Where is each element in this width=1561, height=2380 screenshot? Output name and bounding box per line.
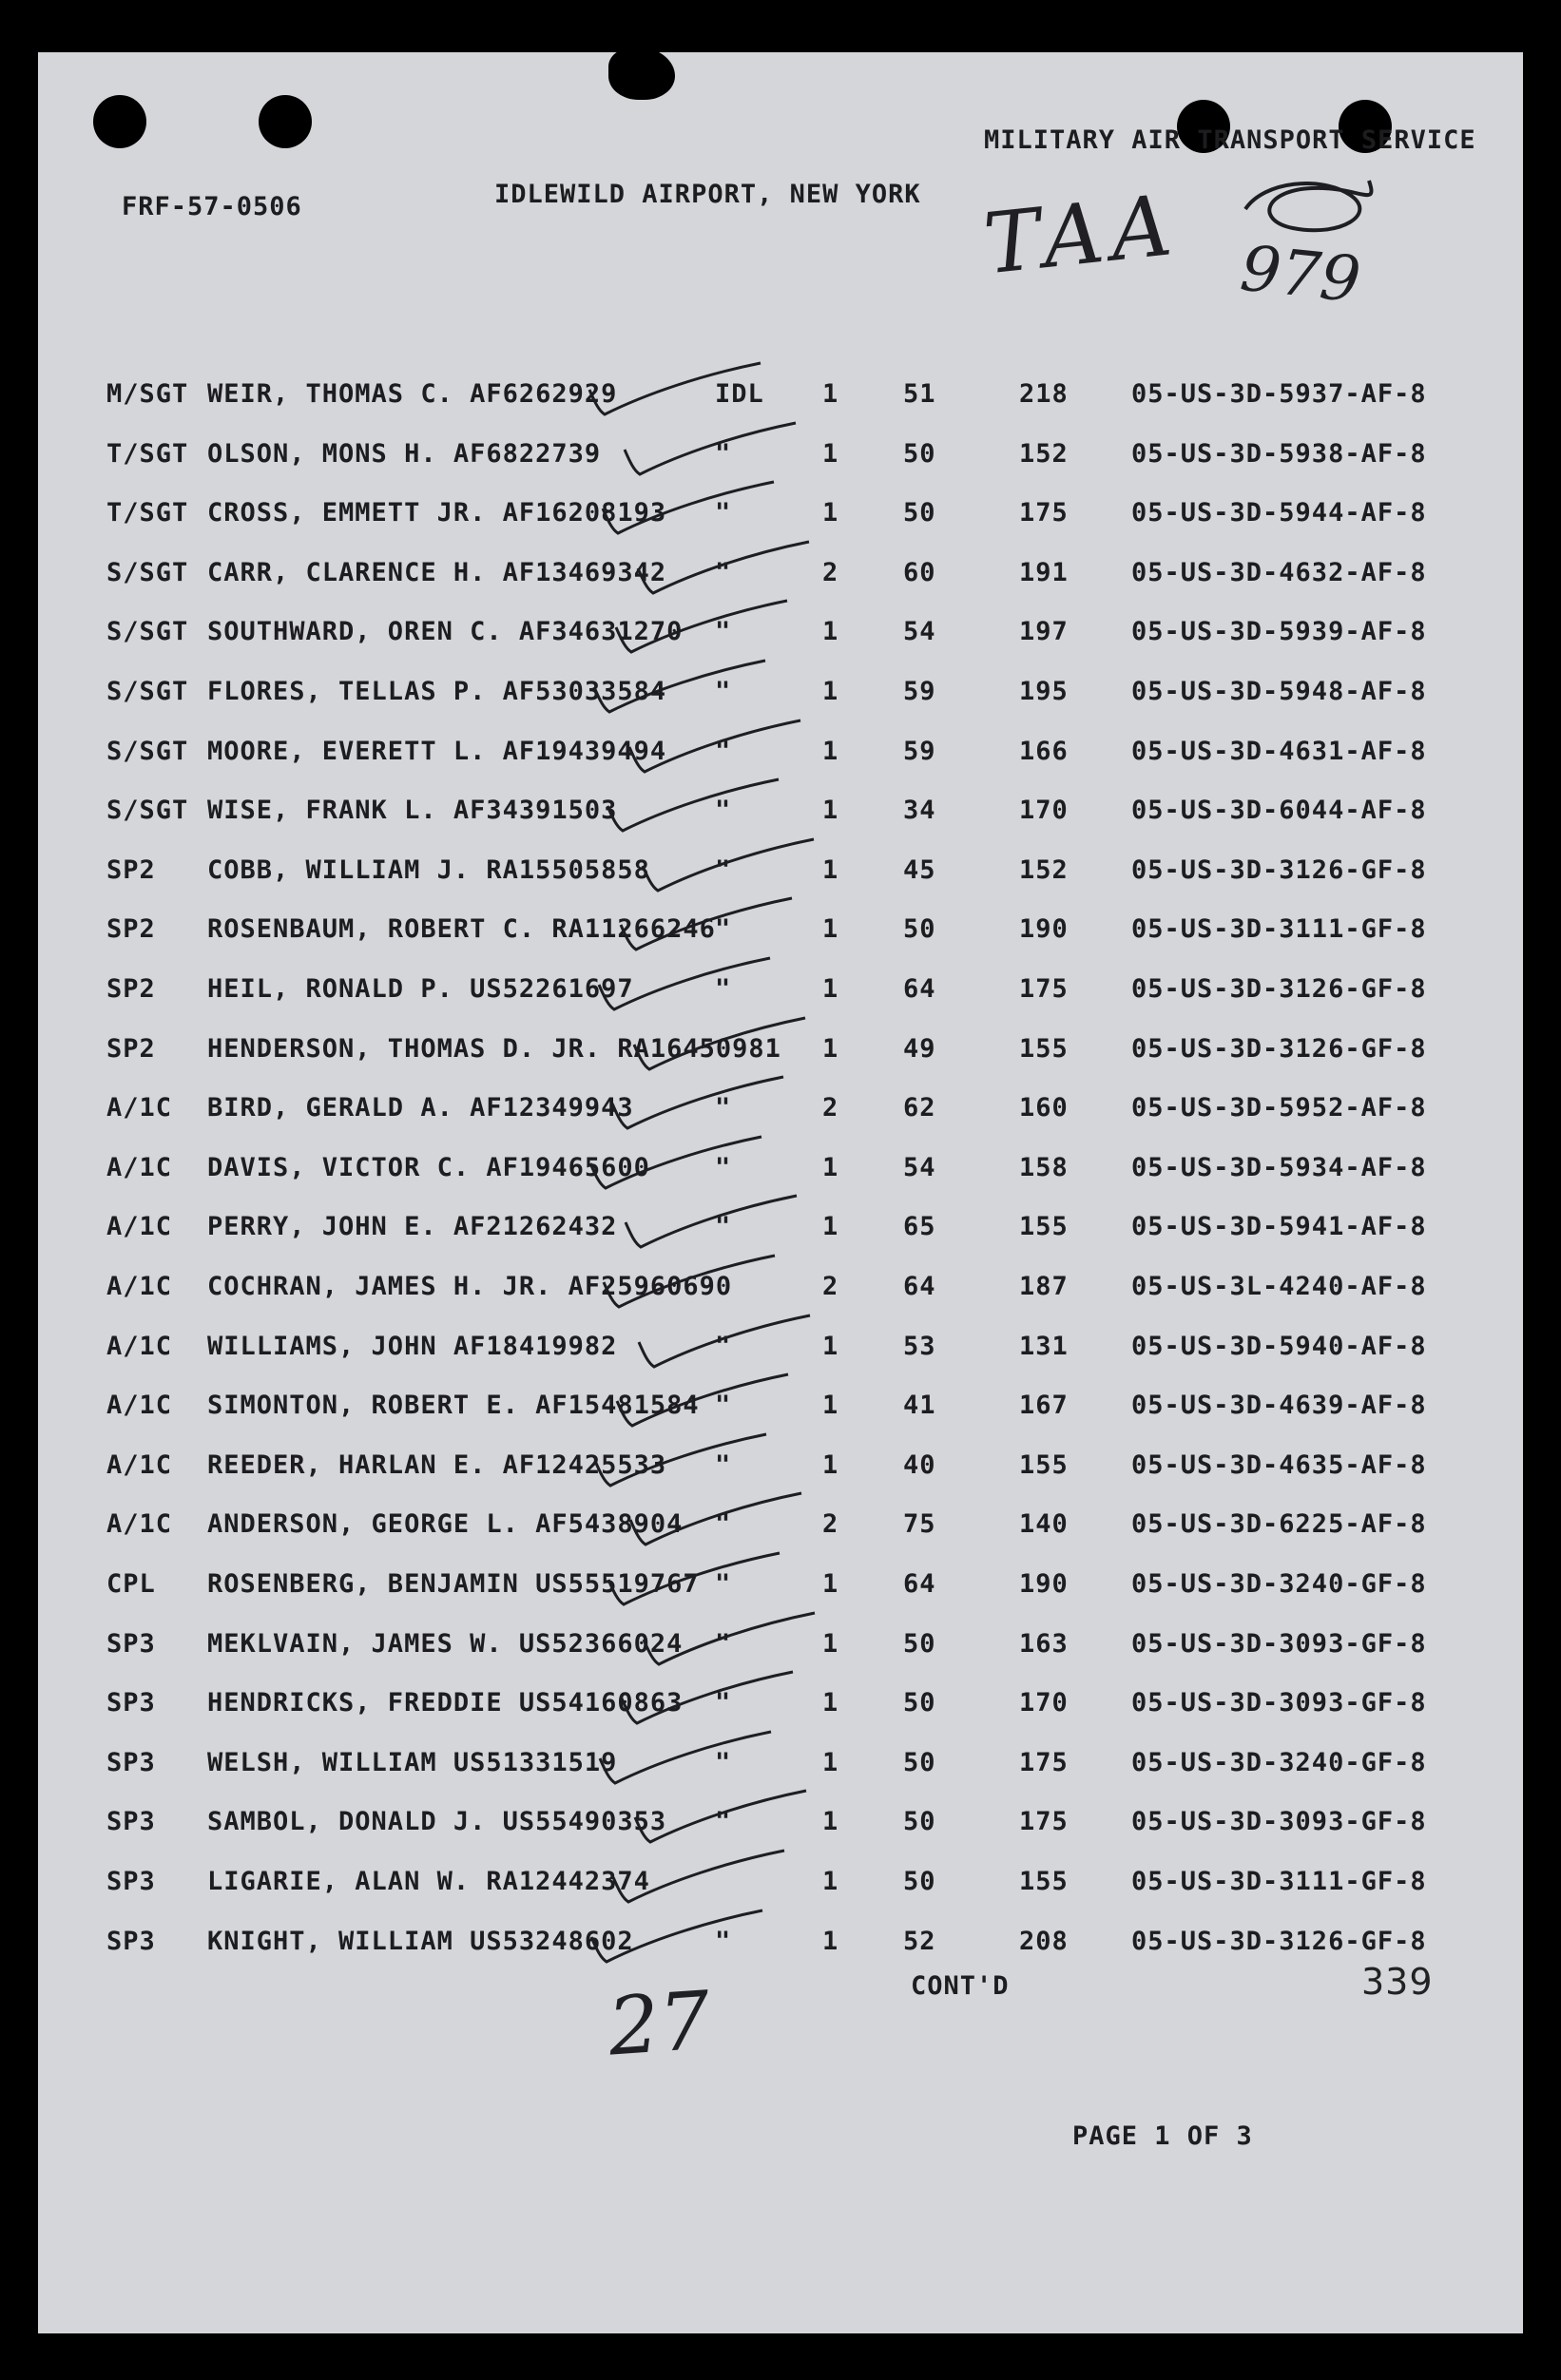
count-b-cell: 40 bbox=[903, 1449, 936, 1480]
table-row bbox=[0, 1213, 1561, 1245]
rank-cell: A/1C bbox=[106, 1272, 173, 1301]
check-mark-icon bbox=[585, 659, 775, 716]
count-b-cell: 50 bbox=[903, 1628, 936, 1659]
agency-header: MILITARY AIR TRANSPORT SERVICE bbox=[984, 125, 1476, 155]
check-mark-icon bbox=[604, 1849, 794, 1906]
reference-cell: 05-US-3D-5948-AF-8 bbox=[1131, 677, 1427, 706]
name-cell: OLSON, MONS H. AF6822739 bbox=[207, 438, 602, 469]
count-a-cell: 1 bbox=[822, 1449, 839, 1480]
count-a-cell: 1 bbox=[822, 1212, 839, 1242]
count-b-cell: 52 bbox=[903, 1926, 936, 1956]
count-b-cell: 64 bbox=[903, 1569, 936, 1599]
station-cell: " bbox=[715, 1449, 732, 1480]
count-c-cell: 155 bbox=[1019, 1033, 1069, 1064]
name-cell: LIGARIE, ALAN W. RA12442374 bbox=[207, 1867, 650, 1896]
count-c-cell: 218 bbox=[1019, 379, 1069, 409]
count-a-cell: 1 bbox=[822, 914, 839, 945]
station-cell: " bbox=[715, 438, 732, 469]
continued-label: CONT'D bbox=[911, 1971, 1010, 2001]
count-c-cell: 167 bbox=[1019, 1391, 1069, 1421]
count-b-cell: 50 bbox=[903, 438, 936, 469]
station-cell: " bbox=[715, 1391, 732, 1421]
rank-cell: T/SGT bbox=[106, 438, 189, 469]
name-cell: MOORE, EVERETT L. AF19439494 bbox=[207, 736, 667, 766]
count-c-cell: 155 bbox=[1019, 1212, 1069, 1242]
rank-cell: SP2 bbox=[106, 914, 156, 945]
name-cell: WILLIAMS, JOHN AF18419982 bbox=[207, 1331, 618, 1361]
count-a-cell: 2 bbox=[822, 557, 839, 587]
reference-cell: 05-US-3D-5944-AF-8 bbox=[1131, 498, 1427, 528]
station-cell: " bbox=[715, 1688, 732, 1718]
location-header: IDLEWILD AIRPORT, NEW YORK bbox=[494, 180, 921, 209]
count-b-cell: 65 bbox=[903, 1212, 936, 1242]
name-cell: HENDERSON, THOMAS D. JR. RA16450981 bbox=[207, 1033, 781, 1064]
check-mark-icon bbox=[607, 1372, 798, 1430]
station-cell: " bbox=[715, 1212, 732, 1242]
name-cell: COCHRAN, JAMES H. JR. AF25960690 bbox=[207, 1272, 733, 1301]
check-mark-icon bbox=[625, 1016, 815, 1073]
table-row bbox=[0, 856, 1561, 889]
count-a-cell: 1 bbox=[822, 1391, 839, 1421]
count-a-cell: 1 bbox=[822, 1152, 839, 1182]
reference-cell: 05-US-3D-5941-AF-8 bbox=[1131, 1212, 1427, 1242]
count-c-cell: 175 bbox=[1019, 498, 1069, 528]
name-cell: KNIGHT, WILLIAM US53248602 bbox=[207, 1926, 634, 1956]
handwritten-number: 979 bbox=[1237, 231, 1364, 317]
station-cell: " bbox=[715, 1331, 732, 1361]
reference-cell: 05-US-3D-3111-GF-8 bbox=[1131, 1867, 1427, 1896]
name-cell: HENDRICKS, FREDDIE US54160863 bbox=[207, 1688, 684, 1718]
count-a-cell: 1 bbox=[822, 1807, 839, 1837]
name-cell: HEIL, RONALD P. US52261697 bbox=[207, 974, 634, 1004]
count-a-cell: 1 bbox=[822, 854, 839, 885]
count-b-cell: 54 bbox=[903, 617, 936, 647]
name-cell: BIRD, GERALD A. AF12349943 bbox=[207, 1093, 634, 1123]
rank-cell: SP3 bbox=[106, 1867, 156, 1896]
station-cell: " bbox=[715, 1509, 732, 1540]
rank-cell: S/SGT bbox=[106, 677, 189, 706]
count-a-cell: 1 bbox=[822, 1628, 839, 1659]
rank-cell: SP2 bbox=[106, 974, 156, 1004]
count-c-cell: 152 bbox=[1019, 854, 1069, 885]
rank-cell: SP3 bbox=[106, 1926, 156, 1956]
reference-cell: 05-US-3D-5937-AF-8 bbox=[1131, 379, 1427, 409]
rank-cell: S/SGT bbox=[106, 796, 189, 826]
count-b-cell: 59 bbox=[903, 736, 936, 766]
file-number: FRF-57-0506 bbox=[122, 192, 302, 221]
name-cell: FLORES, TELLAS P. AF53033584 bbox=[207, 677, 667, 706]
check-mark-icon bbox=[634, 1611, 824, 1668]
count-b-cell: 60 bbox=[903, 557, 936, 587]
name-cell: SIMONTON, ROBERT E. AF15481584 bbox=[207, 1391, 700, 1421]
check-mark-icon bbox=[628, 540, 819, 597]
count-b-cell: 50 bbox=[903, 914, 936, 945]
station-cell: " bbox=[715, 557, 732, 587]
count-b-cell: 45 bbox=[903, 854, 936, 885]
table-row bbox=[0, 738, 1561, 770]
reference-cell: 05-US-3D-5938-AF-8 bbox=[1131, 438, 1427, 469]
station-cell: " bbox=[715, 914, 732, 945]
table-row bbox=[0, 797, 1561, 829]
count-b-cell: 53 bbox=[903, 1331, 936, 1361]
station-cell: " bbox=[715, 677, 732, 706]
table-row bbox=[0, 1510, 1561, 1543]
count-b-cell: 51 bbox=[903, 379, 936, 409]
reference-cell: 05-US-3D-5952-AF-8 bbox=[1131, 1093, 1427, 1123]
reference-cell: 05-US-3D-3240-GF-8 bbox=[1131, 1569, 1427, 1599]
count-a-cell: 1 bbox=[822, 736, 839, 766]
rank-cell: S/SGT bbox=[106, 736, 189, 766]
count-a-cell: 2 bbox=[822, 1509, 839, 1540]
station-cell: " bbox=[715, 796, 732, 826]
check-mark-icon bbox=[598, 777, 788, 835]
rank-cell: SP2 bbox=[106, 1033, 156, 1064]
check-mark-icon bbox=[603, 1075, 793, 1132]
reference-cell: 05-US-3D-6225-AF-8 bbox=[1131, 1509, 1427, 1540]
table-row bbox=[0, 1094, 1561, 1126]
page-number: 339 bbox=[1361, 1961, 1434, 2003]
rank-cell: S/SGT bbox=[106, 557, 189, 587]
count-b-cell: 50 bbox=[903, 1688, 936, 1718]
count-c-cell: 131 bbox=[1019, 1331, 1069, 1361]
count-c-cell: 195 bbox=[1019, 677, 1069, 706]
check-mark-icon bbox=[633, 837, 823, 894]
table-row bbox=[0, 678, 1561, 710]
table-row bbox=[0, 440, 1561, 472]
table-row bbox=[0, 1451, 1561, 1484]
count-c-cell: 155 bbox=[1019, 1867, 1069, 1896]
check-mark-icon bbox=[621, 1491, 811, 1548]
count-c-cell: 170 bbox=[1019, 1688, 1069, 1718]
count-c-cell: 175 bbox=[1019, 1747, 1069, 1777]
station-cell: " bbox=[715, 1152, 732, 1182]
name-cell: CROSS, EMMETT JR. AF16208193 bbox=[207, 498, 667, 528]
reference-cell: 05-US-3D-4639-AF-8 bbox=[1131, 1391, 1427, 1421]
count-c-cell: 155 bbox=[1019, 1449, 1069, 1480]
count-b-cell: 54 bbox=[903, 1152, 936, 1182]
reference-cell: 05-US-3D-3126-GF-8 bbox=[1131, 1033, 1427, 1064]
rank-cell: A/1C bbox=[106, 1093, 173, 1123]
rank-cell: A/1C bbox=[106, 1152, 173, 1182]
count-a-cell: 1 bbox=[822, 498, 839, 528]
name-cell: ANDERSON, GEORGE L. AF5438904 bbox=[207, 1509, 684, 1540]
count-c-cell: 170 bbox=[1019, 796, 1069, 826]
station-cell: " bbox=[715, 1093, 732, 1123]
station-cell: " bbox=[715, 1569, 732, 1599]
reference-cell: 05-US-3D-3093-GF-8 bbox=[1131, 1807, 1427, 1837]
count-a-cell: 1 bbox=[822, 1033, 839, 1064]
count-a-cell: 1 bbox=[822, 1569, 839, 1599]
count-a-cell: 1 bbox=[822, 1926, 839, 1956]
table-row bbox=[0, 1154, 1561, 1186]
count-b-cell: 50 bbox=[903, 1747, 936, 1777]
table-row bbox=[0, 1689, 1561, 1721]
reference-cell: 05-US-3D-3111-GF-8 bbox=[1131, 914, 1427, 945]
count-b-cell: 50 bbox=[903, 1867, 936, 1896]
rank-cell: A/1C bbox=[106, 1212, 173, 1242]
name-cell: SAMBOL, DONALD J. US55490353 bbox=[207, 1807, 667, 1837]
table-row bbox=[0, 1808, 1561, 1840]
rank-cell: A/1C bbox=[106, 1391, 173, 1421]
count-a-cell: 1 bbox=[822, 1747, 839, 1777]
table-row bbox=[0, 618, 1561, 650]
name-cell: CARR, CLARENCE H. AF13469342 bbox=[207, 557, 667, 587]
name-cell: COBB, WILLIAM J. RA15505858 bbox=[207, 854, 650, 885]
count-b-cell: 41 bbox=[903, 1391, 936, 1421]
count-b-cell: 59 bbox=[903, 677, 936, 706]
count-a-cell: 2 bbox=[822, 1093, 839, 1123]
reference-cell: 05-US-3D-5939-AF-8 bbox=[1131, 617, 1427, 647]
check-mark-icon bbox=[582, 1909, 772, 1966]
reference-cell: 05-US-3D-4632-AF-8 bbox=[1131, 557, 1427, 587]
station-cell: " bbox=[715, 974, 732, 1004]
station-cell: " bbox=[715, 1628, 732, 1659]
count-b-cell: 75 bbox=[903, 1509, 936, 1540]
count-a-cell: 1 bbox=[822, 617, 839, 647]
rank-cell: SP3 bbox=[106, 1628, 156, 1659]
handwritten-count: 27 bbox=[605, 1973, 714, 2074]
count-c-cell: 197 bbox=[1019, 617, 1069, 647]
table-row bbox=[0, 1868, 1561, 1900]
table-row bbox=[0, 499, 1561, 531]
check-mark-icon bbox=[607, 599, 797, 656]
rank-cell: SP3 bbox=[106, 1807, 156, 1837]
check-mark-icon bbox=[629, 1314, 819, 1371]
table-row bbox=[0, 1570, 1561, 1603]
table-row bbox=[0, 915, 1561, 948]
rank-cell: SP3 bbox=[106, 1688, 156, 1718]
count-b-cell: 62 bbox=[903, 1093, 936, 1123]
table-row bbox=[0, 975, 1561, 1008]
rank-cell: M/SGT bbox=[106, 379, 189, 409]
count-c-cell: 208 bbox=[1019, 1926, 1069, 1956]
reference-cell: 05-US-3D-4631-AF-8 bbox=[1131, 736, 1427, 766]
table-row bbox=[0, 1392, 1561, 1424]
station-cell: " bbox=[715, 617, 732, 647]
check-mark-icon bbox=[615, 421, 805, 478]
table-row bbox=[0, 1928, 1561, 1960]
count-a-cell: 2 bbox=[822, 1272, 839, 1301]
count-c-cell: 163 bbox=[1019, 1628, 1069, 1659]
reference-cell: 05-US-3D-3126-GF-8 bbox=[1131, 974, 1427, 1004]
check-mark-icon bbox=[580, 361, 770, 418]
count-a-cell: 1 bbox=[822, 379, 839, 409]
reference-cell: 05-US-3D-5940-AF-8 bbox=[1131, 1331, 1427, 1361]
count-c-cell: 158 bbox=[1019, 1152, 1069, 1182]
count-c-cell: 175 bbox=[1019, 974, 1069, 1004]
station-cell: " bbox=[715, 854, 732, 885]
count-a-cell: 1 bbox=[822, 796, 839, 826]
rank-cell: T/SGT bbox=[106, 498, 189, 528]
count-a-cell: 1 bbox=[822, 1331, 839, 1361]
station-cell: " bbox=[715, 736, 732, 766]
check-mark-icon bbox=[594, 1254, 784, 1311]
check-mark-icon bbox=[612, 1670, 802, 1727]
page-of-label: PAGE 1 OF 3 bbox=[1072, 2121, 1253, 2151]
rank-cell: A/1C bbox=[106, 1509, 173, 1540]
count-c-cell: 166 bbox=[1019, 736, 1069, 766]
table-row bbox=[0, 1035, 1561, 1067]
station-cell: " bbox=[715, 498, 732, 528]
name-cell: MEKLVAIN, JAMES W. US52366024 bbox=[207, 1628, 684, 1659]
count-a-cell: 1 bbox=[822, 438, 839, 469]
count-c-cell: 190 bbox=[1019, 914, 1069, 945]
count-a-cell: 1 bbox=[822, 677, 839, 706]
count-b-cell: 49 bbox=[903, 1033, 936, 1064]
count-c-cell: 160 bbox=[1019, 1093, 1069, 1123]
table-row bbox=[0, 1630, 1561, 1662]
check-mark-icon bbox=[589, 956, 780, 1013]
table-row bbox=[0, 1333, 1561, 1365]
punch-hole bbox=[259, 95, 312, 148]
name-cell: REEDER, HARLAN E. AF12425533 bbox=[207, 1449, 667, 1480]
station-cell: " bbox=[715, 1747, 732, 1777]
rank-cell: S/SGT bbox=[106, 617, 189, 647]
name-cell: WISE, FRANK L. AF34391503 bbox=[207, 796, 618, 826]
station-cell: " bbox=[715, 1926, 732, 1956]
count-b-cell: 34 bbox=[903, 796, 936, 826]
reference-cell: 05-US-3D-6044-AF-8 bbox=[1131, 796, 1427, 826]
count-a-cell: 1 bbox=[822, 1688, 839, 1718]
reference-cell: 05-US-3D-3093-GF-8 bbox=[1131, 1688, 1427, 1718]
count-c-cell: 175 bbox=[1019, 1807, 1069, 1837]
handwritten-code: TAA bbox=[979, 175, 1184, 294]
check-mark-icon bbox=[586, 1432, 776, 1489]
count-b-cell: 64 bbox=[903, 974, 936, 1004]
check-mark-icon bbox=[611, 896, 801, 953]
check-mark-icon bbox=[599, 1551, 789, 1608]
count-a-cell: 1 bbox=[822, 974, 839, 1004]
station-cell: IDL bbox=[715, 379, 764, 409]
reference-cell: 05-US-3D-3240-GF-8 bbox=[1131, 1747, 1427, 1777]
check-mark-icon bbox=[616, 1194, 806, 1251]
count-b-cell: 64 bbox=[903, 1272, 936, 1301]
count-b-cell: 50 bbox=[903, 1807, 936, 1837]
table-row bbox=[0, 559, 1561, 591]
rank-cell: CPL bbox=[106, 1569, 156, 1599]
name-cell: WEIR, THOMAS C. AF6262929 bbox=[207, 379, 618, 409]
rank-cell: SP3 bbox=[106, 1747, 156, 1777]
reference-cell: 05-US-3D-3093-GF-8 bbox=[1131, 1628, 1427, 1659]
reference-cell: 05-US-3D-3126-GF-8 bbox=[1131, 854, 1427, 885]
count-c-cell: 140 bbox=[1019, 1509, 1069, 1540]
name-cell: DAVIS, VICTOR C. AF19465600 bbox=[207, 1152, 650, 1182]
count-a-cell: 1 bbox=[822, 1867, 839, 1896]
name-cell: ROSENBERG, BENJAMIN US55519767 bbox=[207, 1569, 700, 1599]
station-cell: " bbox=[715, 1807, 732, 1837]
name-cell: ROSENBAUM, ROBERT C. RA11266246 bbox=[207, 914, 716, 945]
check-mark-icon bbox=[590, 1730, 780, 1787]
reference-cell: 05-US-3D-5934-AF-8 bbox=[1131, 1152, 1427, 1182]
rank-cell: A/1C bbox=[106, 1331, 173, 1361]
count-c-cell: 191 bbox=[1019, 557, 1069, 587]
table-row bbox=[0, 1273, 1561, 1305]
name-cell: SOUTHWARD, OREN C. AF34631270 bbox=[207, 617, 684, 647]
rank-cell: A/1C bbox=[106, 1449, 173, 1480]
rank-cell: SP2 bbox=[106, 854, 156, 885]
reference-cell: 05-US-3L-4240-AF-8 bbox=[1131, 1272, 1427, 1301]
check-mark-icon bbox=[581, 1135, 771, 1192]
name-cell: WELSH, WILLIAM US51331519 bbox=[207, 1747, 618, 1777]
count-c-cell: 152 bbox=[1019, 438, 1069, 469]
check-mark-icon bbox=[593, 480, 783, 537]
reference-cell: 05-US-3D-3126-GF-8 bbox=[1131, 1926, 1427, 1956]
reference-cell: 05-US-3D-4635-AF-8 bbox=[1131, 1449, 1427, 1480]
count-c-cell: 187 bbox=[1019, 1272, 1069, 1301]
name-cell: PERRY, JOHN E. AF21262432 bbox=[207, 1212, 618, 1242]
table-row bbox=[0, 1749, 1561, 1781]
count-c-cell: 190 bbox=[1019, 1569, 1069, 1599]
punch-hole bbox=[93, 95, 146, 148]
table-row bbox=[0, 380, 1561, 413]
check-mark-icon bbox=[620, 719, 810, 776]
count-b-cell: 50 bbox=[903, 498, 936, 528]
check-mark-icon bbox=[626, 1789, 816, 1846]
